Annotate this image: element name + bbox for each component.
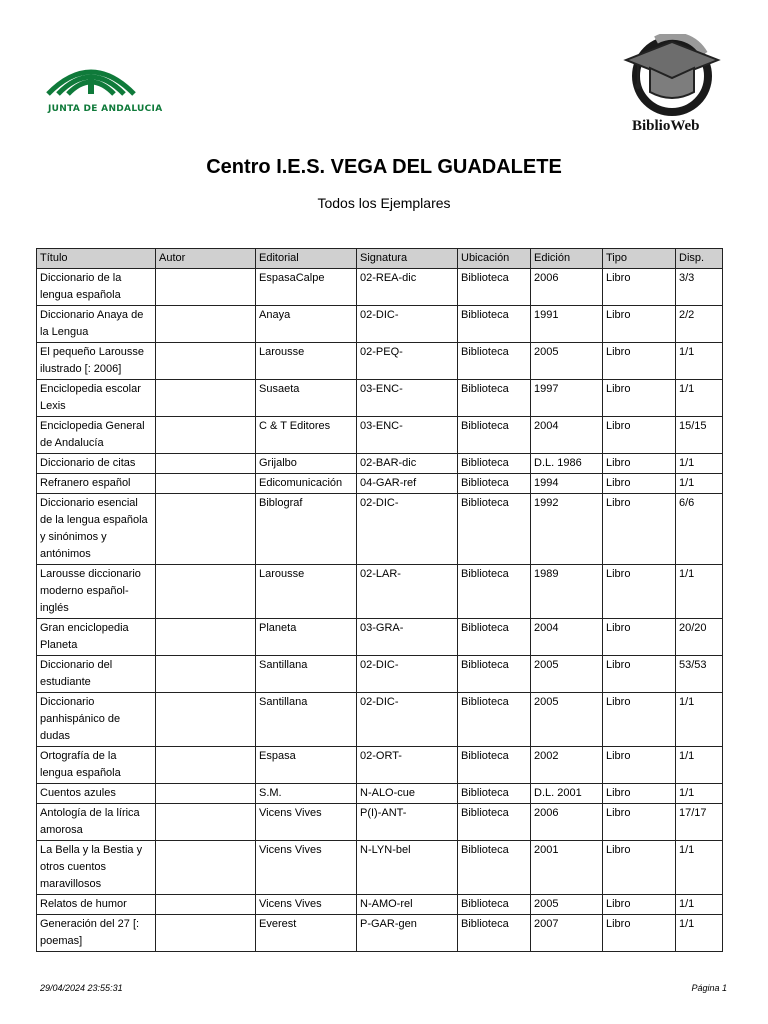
cell-autor: [156, 343, 256, 380]
cell-ubicacion: Biblioteca: [458, 343, 531, 380]
table-row: [37, 693, 723, 747]
table-row: [37, 269, 723, 306]
cell-autor: [156, 454, 256, 474]
cell-signatura: P(I)-ANT-: [357, 804, 458, 841]
cell-disp: 2/2: [676, 306, 723, 343]
cell-signatura: 02-ORT-: [357, 747, 458, 784]
cell-ubicacion: Biblioteca: [458, 915, 531, 952]
cell-edicion: 2005: [531, 693, 603, 747]
cell-edicion: 2006: [531, 269, 603, 306]
cell-ubicacion: Biblioteca: [458, 269, 531, 306]
cell-editorial: Santillana: [256, 693, 357, 747]
cell-signatura: 03-GRA-: [357, 619, 458, 656]
cell-edicion: 2005: [531, 656, 603, 693]
cell-autor: [156, 693, 256, 747]
cell-titulo: Enciclopedia General de Andalucía: [37, 417, 156, 454]
cell-disp: 3/3: [676, 269, 723, 306]
table-row: [37, 804, 723, 841]
cell-titulo: Relatos de humor: [37, 895, 156, 915]
cell-ubicacion: Biblioteca: [458, 747, 531, 784]
cell-disp: 1/1: [676, 915, 723, 952]
cell-disp: 20/20: [676, 619, 723, 656]
table-row: [37, 343, 723, 380]
cell-autor: [156, 747, 256, 784]
cell-editorial: Larousse: [256, 343, 357, 380]
cell-editorial: Biblograf: [256, 494, 357, 565]
cell-signatura: N-ALO-cue: [357, 784, 458, 804]
cell-titulo: Diccionario de la lengua española: [37, 269, 156, 306]
cell-disp: 15/15: [676, 417, 723, 454]
table-row: [37, 895, 723, 915]
cell-editorial: Larousse: [256, 565, 357, 619]
cell-autor: [156, 784, 256, 804]
cell-disp: 1/1: [676, 895, 723, 915]
cell-titulo: Diccionario del estudiante: [37, 656, 156, 693]
junta-andalucia-text: JUNTA DE ANDALUCIA: [48, 104, 163, 114]
cell-ubicacion: Biblioteca: [458, 804, 531, 841]
cell-tipo: Libro: [603, 343, 676, 380]
cell-disp: 1/1: [676, 565, 723, 619]
cell-edicion: 1991: [531, 306, 603, 343]
cell-signatura: P-GAR-gen: [357, 915, 458, 952]
cell-autor: [156, 841, 256, 895]
cell-tipo: Libro: [603, 619, 676, 656]
cell-titulo: Diccionario panhispánico de dudas: [37, 693, 156, 747]
cell-titulo: Antología de la lírica amorosa: [37, 804, 156, 841]
column-header-ubicacion: Ubicación: [458, 249, 531, 269]
junta-andalucia-logo: [44, 52, 163, 122]
cell-titulo: Larousse diccionario moderno español-inglés: [37, 565, 156, 619]
cell-titulo: El pequeño Larousse ilustrado [: 2006]: [37, 343, 156, 380]
table-row: [37, 565, 723, 619]
cell-titulo: Diccionario esencial de la lengua española y sinónimos y antónimos: [37, 494, 156, 565]
cell-titulo: Generación del 27 [: poemas]: [37, 915, 156, 952]
cell-ubicacion: Biblioteca: [458, 454, 531, 474]
cell-autor: [156, 380, 256, 417]
table-row: [37, 306, 723, 343]
cell-disp: 1/1: [676, 454, 723, 474]
cell-editorial: Planeta: [256, 619, 357, 656]
cell-signatura: 02-DIC-: [357, 693, 458, 747]
column-header-editorial: Editorial: [256, 249, 357, 269]
cell-editorial: S.M.: [256, 784, 357, 804]
cell-autor: [156, 915, 256, 952]
column-header-tipo: Tipo: [603, 249, 676, 269]
cell-autor: [156, 269, 256, 306]
cell-ubicacion: Biblioteca: [458, 619, 531, 656]
cell-editorial: Vicens Vives: [256, 804, 357, 841]
table-row: [37, 417, 723, 454]
cell-signatura: 03-ENC-: [357, 380, 458, 417]
ejemplares-table: [36, 248, 723, 952]
cell-ubicacion: Biblioteca: [458, 417, 531, 454]
cell-signatura: 04-GAR-ref: [357, 474, 458, 494]
cell-titulo: Ortografía de la lengua española: [37, 747, 156, 784]
biblioweb-text: BiblioWeb: [632, 118, 700, 134]
cell-edicion: 1989: [531, 565, 603, 619]
column-header-titulo: Título: [37, 249, 156, 269]
table-row: [37, 656, 723, 693]
footer-page-number: Página 1: [691, 983, 727, 993]
graduation-cap-icon: [620, 34, 724, 118]
cell-autor: [156, 619, 256, 656]
cell-disp: 1/1: [676, 474, 723, 494]
table-header-row: [37, 249, 723, 269]
cell-editorial: Edicomunicación: [256, 474, 357, 494]
cell-titulo: Refranero español: [37, 474, 156, 494]
cell-edicion: D.L. 1986: [531, 454, 603, 474]
cell-ubicacion: Biblioteca: [458, 306, 531, 343]
cell-tipo: Libro: [603, 841, 676, 895]
table-row: [37, 619, 723, 656]
andalucia-emblem-icon: [44, 52, 139, 98]
cell-titulo: Diccionario de citas: [37, 454, 156, 474]
cell-tipo: Libro: [603, 656, 676, 693]
cell-autor: [156, 494, 256, 565]
cell-signatura: 02-LAR-: [357, 565, 458, 619]
table-row: [37, 380, 723, 417]
cell-disp: 1/1: [676, 380, 723, 417]
cell-ubicacion: Biblioteca: [458, 494, 531, 565]
cell-signatura: 02-PEQ-: [357, 343, 458, 380]
cell-titulo: La Bella y la Bestia y otros cuentos maravillosos: [37, 841, 156, 895]
table-body: [37, 269, 723, 952]
cell-autor: [156, 474, 256, 494]
cell-edicion: 1992: [531, 494, 603, 565]
cell-tipo: Libro: [603, 693, 676, 747]
cell-signatura: 02-DIC-: [357, 306, 458, 343]
cell-edicion: 2004: [531, 417, 603, 454]
cell-disp: 53/53: [676, 656, 723, 693]
cell-signatura: N-AMO-rel: [357, 895, 458, 915]
biblioweb-logo: [620, 34, 724, 138]
cell-editorial: Grijalbo: [256, 454, 357, 474]
cell-disp: 6/6: [676, 494, 723, 565]
cell-edicion: 2005: [531, 343, 603, 380]
cell-tipo: Libro: [603, 494, 676, 565]
table-row: [37, 474, 723, 494]
cell-edicion: 2005: [531, 895, 603, 915]
cell-editorial: Vicens Vives: [256, 895, 357, 915]
cell-signatura: 02-DIC-: [357, 656, 458, 693]
cell-tipo: Libro: [603, 380, 676, 417]
cell-edicion: 1994: [531, 474, 603, 494]
cell-editorial: Vicens Vives: [256, 841, 357, 895]
cell-titulo: Diccionario Anaya de la Lengua: [37, 306, 156, 343]
cell-tipo: Libro: [603, 565, 676, 619]
cell-tipo: Libro: [603, 747, 676, 784]
cell-editorial: Anaya: [256, 306, 357, 343]
cell-editorial: EspasaCalpe: [256, 269, 357, 306]
cell-editorial: Susaeta: [256, 380, 357, 417]
cell-signatura: 02-DIC-: [357, 494, 458, 565]
cell-autor: [156, 804, 256, 841]
cell-tipo: Libro: [603, 895, 676, 915]
cell-ubicacion: Biblioteca: [458, 474, 531, 494]
cell-ubicacion: Biblioteca: [458, 784, 531, 804]
cell-tipo: Libro: [603, 784, 676, 804]
cell-tipo: Libro: [603, 474, 676, 494]
cell-disp: 1/1: [676, 343, 723, 380]
cell-edicion: 2002: [531, 747, 603, 784]
cell-edicion: D.L. 2001: [531, 784, 603, 804]
cell-edicion: 2004: [531, 619, 603, 656]
page-subtitle: Todos los Ejemplares: [317, 195, 451, 211]
cell-disp: 1/1: [676, 784, 723, 804]
cell-edicion: 2006: [531, 804, 603, 841]
cell-titulo: Cuentos azules: [37, 784, 156, 804]
cell-disp: 1/1: [676, 693, 723, 747]
cell-tipo: Libro: [603, 804, 676, 841]
column-header-autor: Autor: [156, 249, 256, 269]
table-row: [37, 784, 723, 804]
cell-autor: [156, 417, 256, 454]
table-row: [37, 841, 723, 895]
cell-disp: 17/17: [676, 804, 723, 841]
cell-signatura: 02-REA-dic: [357, 269, 458, 306]
cell-signatura: 02-BAR-dic: [357, 454, 458, 474]
cell-autor: [156, 565, 256, 619]
cell-edicion: 2007: [531, 915, 603, 952]
cell-tipo: Libro: [603, 269, 676, 306]
cell-editorial: C & T Editores: [256, 417, 357, 454]
cell-ubicacion: Biblioteca: [458, 565, 531, 619]
cell-editorial: Espasa: [256, 747, 357, 784]
cell-signatura: 03-ENC-: [357, 417, 458, 454]
cell-autor: [156, 895, 256, 915]
column-header-signatura: Signatura: [357, 249, 458, 269]
cell-titulo: Enciclopedia escolar Lexis: [37, 380, 156, 417]
cell-edicion: 2001: [531, 841, 603, 895]
table-row: [37, 494, 723, 565]
cell-tipo: Libro: [603, 417, 676, 454]
cell-ubicacion: Biblioteca: [458, 693, 531, 747]
cell-disp: 1/1: [676, 841, 723, 895]
cell-disp: 1/1: [676, 747, 723, 784]
cell-signatura: N-LYN-bel: [357, 841, 458, 895]
table-row: [37, 747, 723, 784]
cell-tipo: Libro: [603, 454, 676, 474]
table-row: [37, 915, 723, 952]
table-row: [37, 454, 723, 474]
cell-ubicacion: Biblioteca: [458, 380, 531, 417]
cell-tipo: Libro: [603, 915, 676, 952]
cell-tipo: Libro: [603, 306, 676, 343]
page-title: Centro I.E.S. VEGA DEL GUADALETE: [206, 156, 562, 178]
cell-autor: [156, 306, 256, 343]
cell-editorial: Santillana: [256, 656, 357, 693]
cell-editorial: Everest: [256, 915, 357, 952]
column-header-edicion: Edición: [531, 249, 603, 269]
column-header-disp: Disp.: [676, 249, 723, 269]
cell-edicion: 1997: [531, 380, 603, 417]
cell-titulo: Gran enciclopedia Planeta: [37, 619, 156, 656]
cell-ubicacion: Biblioteca: [458, 841, 531, 895]
cell-ubicacion: Biblioteca: [458, 895, 531, 915]
cell-autor: [156, 656, 256, 693]
footer-datetime: 29/04/2024 23:55:31: [40, 983, 123, 993]
cell-ubicacion: Biblioteca: [458, 656, 531, 693]
